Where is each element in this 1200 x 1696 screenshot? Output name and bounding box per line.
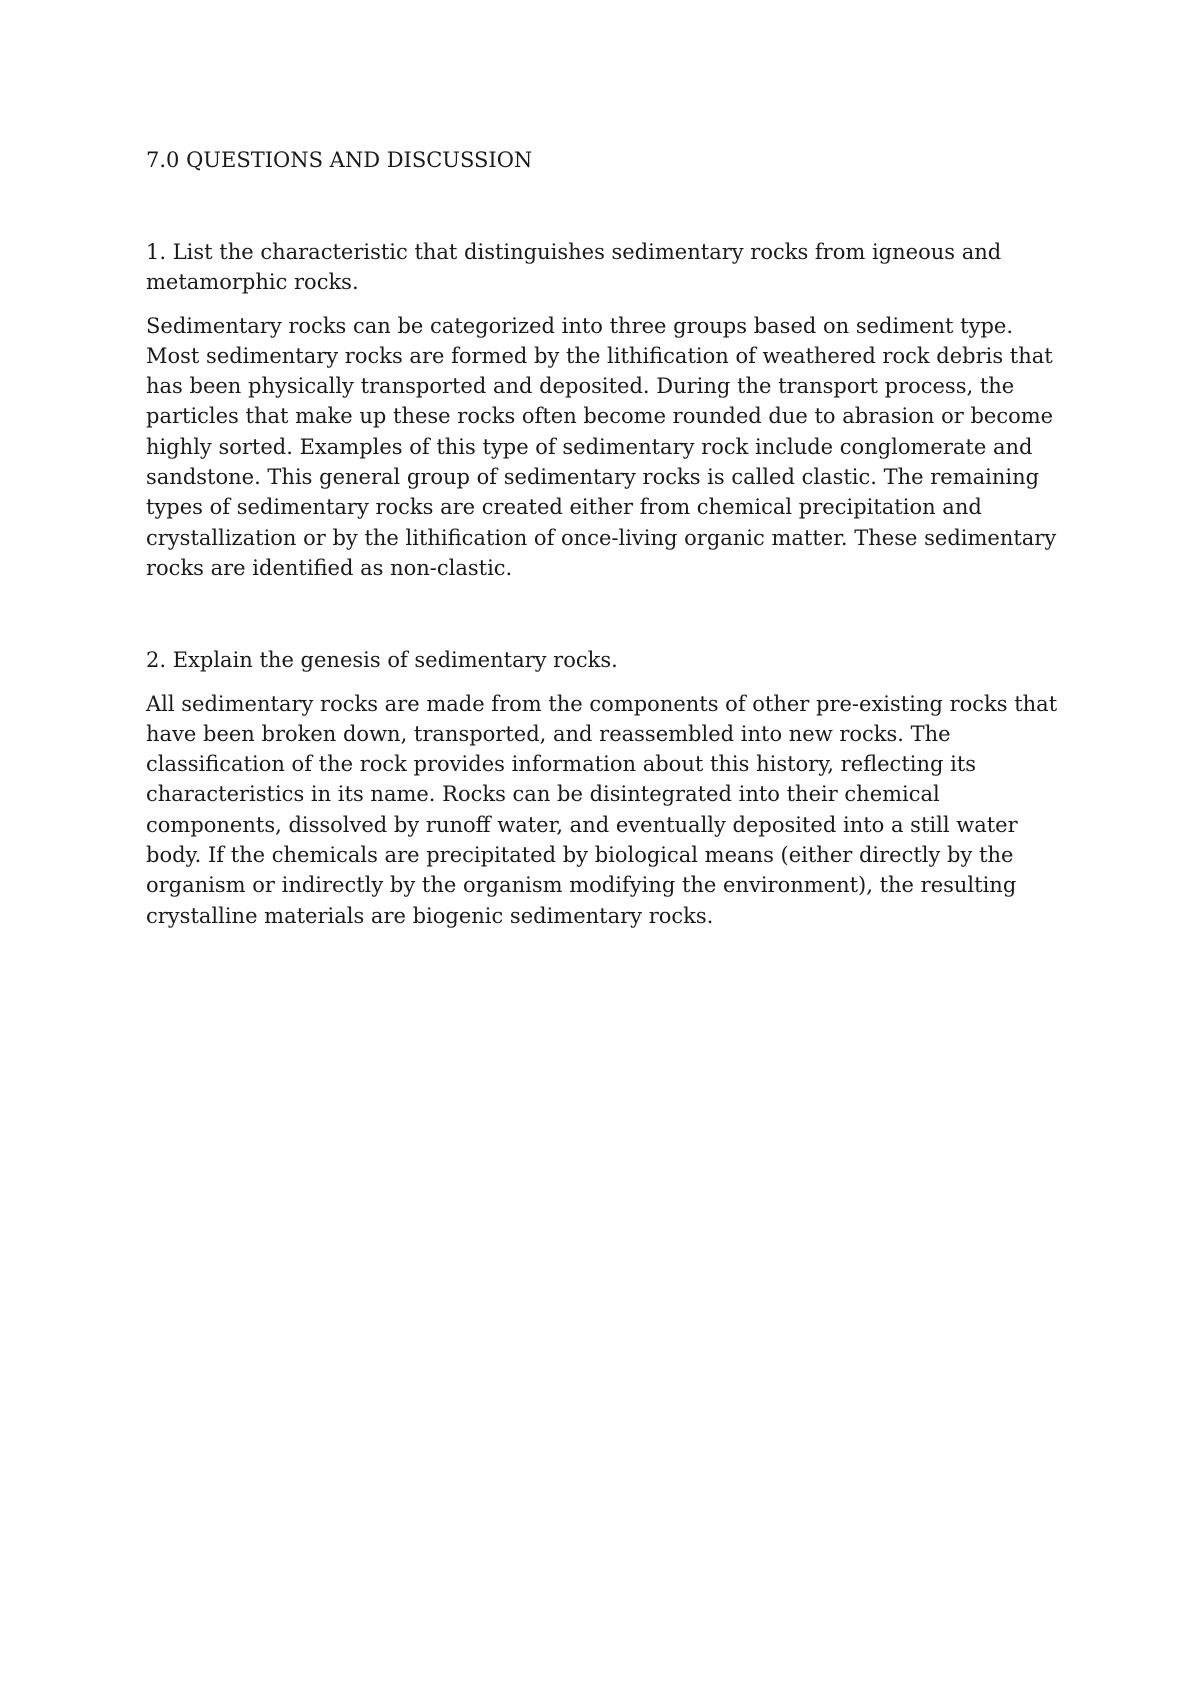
question-2: 2. Explain the genesis of sedimentary rocks. bbox=[146, 648, 618, 673]
question-section-2 bbox=[146, 645, 1066, 931]
question-1: 1. List the characteristic that distinguishes sedimentary rocks from igneous and metamorphic rocks. bbox=[146, 240, 1002, 295]
question-section-1 bbox=[146, 237, 1066, 583]
document-content bbox=[146, 145, 1066, 931]
answer-2: All sedimentary rocks are made from the components of other pre-existing rocks that have been broken down, transported, and reassembled into new rocks. The classification of the rock provides information about this history, reflecting its characteristics in its name. Rocks can be disintegrated into their chemical components, dissolved by runoff water, and eventually deposited into a still water body. If the chemicals are precipitated by biological means (either directly by the organism or indirectly by the organism modifying the environment), the resulting crystalline materials are biogenic sedimentary rocks. bbox=[146, 691, 1058, 928]
answer-1: Sedimentary rocks can be categorized into three groups based on sediment type. Most sedimentary rocks are formed by the lithification of weathered rock debris that has been physically transported and deposited. During the transport process, the particles that make up these rocks often become rounded due to abrasion or become highly sorted. Examples of this type of sedimentary rock include conglomerate and sandstone. This general group of sedimentary rocks is called clastic. The remaining types of sedimentary rocks are created either from chemical precipitation and crystallization or by the lithification of once-living organic matter. These sedimentary rocks are identified as non-clastic. bbox=[146, 313, 1057, 580]
section-heading: 7.0 QUESTIONS AND DISCUSSION bbox=[146, 148, 533, 172]
